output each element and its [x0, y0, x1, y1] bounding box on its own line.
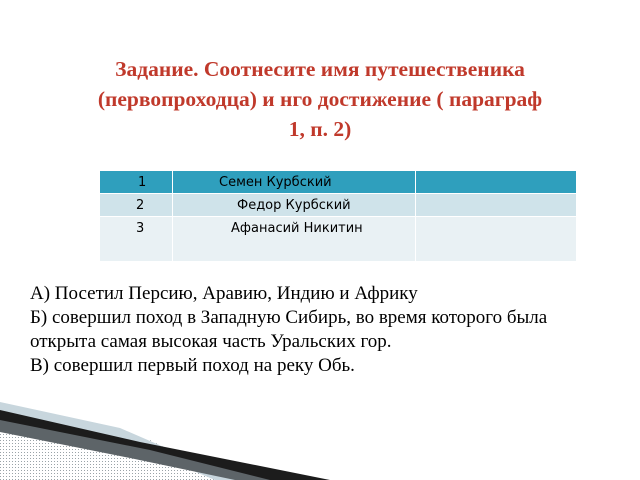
- option-b-line-2: открыта самая высокая часть Уральских гор.: [30, 331, 392, 352]
- traveler-name: Федор Курбский: [237, 198, 351, 213]
- table-row: [100, 217, 577, 262]
- traveler-name-cell: [173, 217, 416, 262]
- traveler-name: Афанасий Никитин: [231, 221, 363, 236]
- decorative-corner-swoosh: [0, 380, 640, 480]
- traveler-name-cell: [173, 171, 416, 194]
- answer-cell[interactable]: [416, 171, 577, 194]
- matching-table: [99, 170, 577, 262]
- task-title-line-1: Задание. Соотнесите имя путешественика: [115, 57, 525, 81]
- answer-cell[interactable]: [416, 194, 577, 217]
- task-title-line-2: (первопроходца) и нго достижение ( параграф: [97, 87, 543, 111]
- row-number: 3: [136, 221, 145, 236]
- task-title-line-3: 1, п. 2): [288, 117, 352, 141]
- answer-cell[interactable]: [416, 217, 577, 262]
- option-b-line-1: Б) совершил поход в Западную Сибирь, во время которого была: [30, 307, 548, 328]
- traveler-name-cell: [173, 194, 416, 217]
- traveler-name: Семен Курбский: [219, 175, 332, 190]
- option-a: А) Посетил Персию, Аравию, Индию и Африку: [30, 283, 418, 304]
- row-number-cell: [100, 194, 173, 217]
- row-number-cell: [100, 171, 173, 194]
- option-c: В) совершил первый поход на реку Обь.: [30, 355, 355, 376]
- task-title: [40, 54, 600, 144]
- row-number: 2: [136, 198, 145, 213]
- row-number: 1: [138, 175, 147, 190]
- achievement-options: [30, 282, 630, 378]
- table-row: [100, 194, 577, 217]
- row-number-cell: [100, 217, 173, 262]
- table-row: [100, 171, 577, 194]
